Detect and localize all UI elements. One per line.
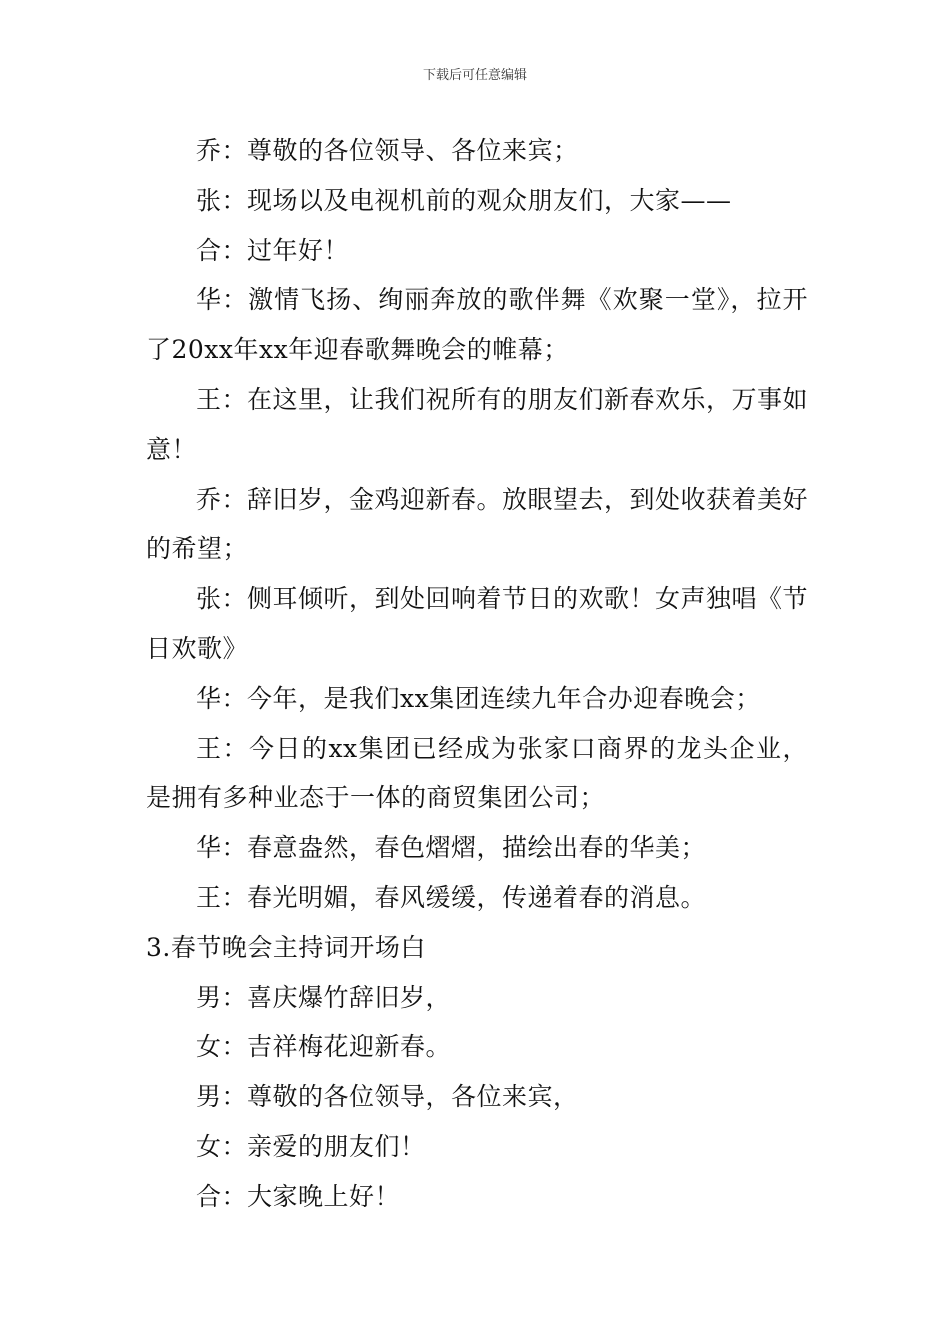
paragraph-4: 华：激情飞扬、绚丽奔放的歌伴舞《欢聚一堂》，拉开了20xx年xx年迎春歌舞晚会的帷幕； bbox=[146, 285, 808, 365]
paragraph-16: 女：亲爱的朋友们！ bbox=[196, 1131, 426, 1161]
paragraph-9: 王：今日的xx集团已经成为张家口商界的龙头企业，是拥有多种业态于一体的商贸集团公司； bbox=[146, 733, 808, 813]
paragraph-10: 华：春意盎然，春色熠熠，描绘出春的华美； bbox=[196, 833, 707, 863]
paragraph-11: 王：春光明媚，春风缓缓，传递着春的消息。 bbox=[196, 882, 707, 912]
paragraph-14: 女：吉祥梅花迎新春。 bbox=[196, 1032, 452, 1062]
section-heading: 3.春节晚会主持词开场白 bbox=[146, 932, 426, 962]
paragraph-1: 乔：尊敬的各位领导、各位来宾； bbox=[196, 136, 579, 165]
paragraph-5: 王：在这里，让我们祝所有的朋友们新春欢乐，万事如意！ bbox=[146, 384, 809, 464]
paragraph-7: 张：侧耳倾听，到处回响着节日的欢歌！女声独唱《节日欢歌》 bbox=[146, 584, 809, 663]
paragraph-8: 华：今年，是我们xx集团连续九年合办迎春晚会； bbox=[196, 683, 761, 713]
paragraph-6: 乔：辞旧岁，金鸡迎新春。放眼望去，到处收获着美好的希望； bbox=[146, 484, 809, 564]
page-header-note: 下载后可任意编辑 bbox=[422, 68, 527, 83]
paragraph-3: 合：过年好！ bbox=[196, 235, 350, 265]
paragraph-2: 张：现场以及电视机前的观众朋友们，大家—— bbox=[196, 185, 732, 215]
document-body bbox=[146, 126, 808, 1222]
paragraph-17: 合：大家晚上好！ bbox=[196, 1181, 401, 1211]
paragraph-13: 男：喜庆爆竹辞旧岁， bbox=[196, 982, 452, 1012]
paragraph-15: 男：尊敬的各位领导，各位来宾， bbox=[196, 1082, 579, 1112]
